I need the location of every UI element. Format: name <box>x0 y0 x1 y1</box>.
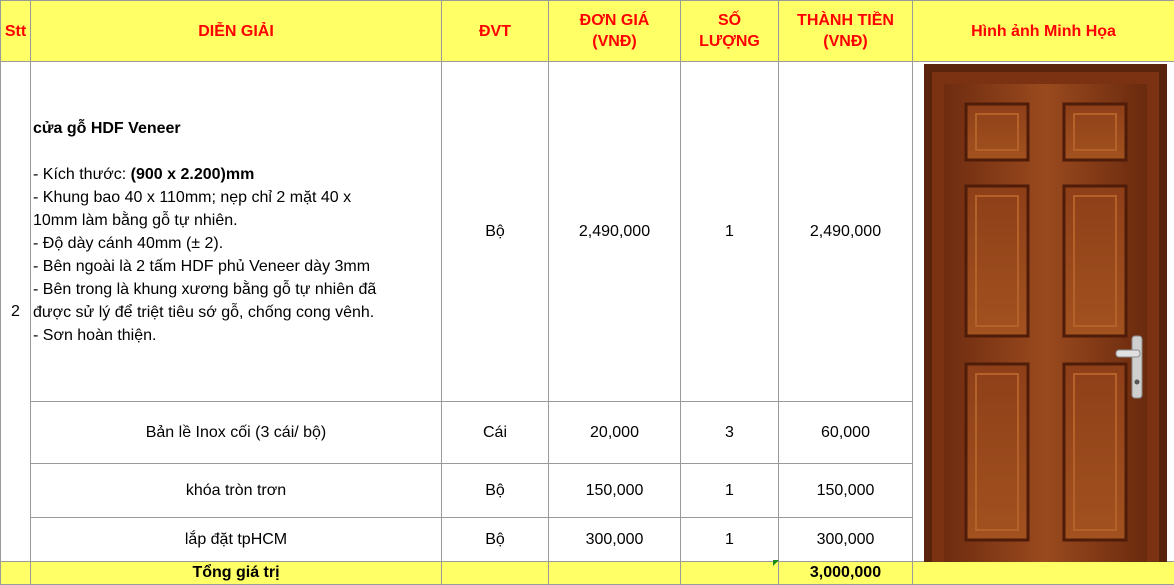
header-don-gia-line1: ĐƠN GIÁ <box>580 12 650 29</box>
cell-so-luong[interactable]: 1 <box>681 464 779 518</box>
header-thanh-tien[interactable] <box>779 1 913 62</box>
product-title: cửa gỗ HDF Veneer <box>33 117 441 140</box>
cell-so-luong[interactable]: 1 <box>681 62 779 402</box>
cell-description[interactable] <box>31 62 442 402</box>
header-so-luong[interactable] <box>681 1 779 62</box>
cell-dvt[interactable]: Bộ <box>442 464 549 518</box>
desc-line: - Bên ngoài là 2 tấm HDF phủ Veneer dày 3mm <box>33 255 441 278</box>
total-don-gia-empty[interactable] <box>549 562 681 585</box>
desc-line: được sử lý để triệt tiêu sớ gỗ, chống cong vênh. <box>33 301 441 324</box>
desc-size-line <box>33 163 441 186</box>
total-stt-empty[interactable] <box>1 562 31 585</box>
header-thanh-tien-line2: (VNĐ) <box>823 33 867 50</box>
total-image-empty[interactable] <box>913 562 1174 585</box>
desc-size-prefix: - Kích thước: <box>33 166 131 183</box>
desc-line: - Bên trong là khung xương bằng gỗ tự nhiên đã <box>33 278 441 301</box>
header-don-gia[interactable] <box>549 1 681 62</box>
desc-line: - Độ dày cánh 40mm (± 2). <box>33 232 441 255</box>
cell-don-gia[interactable]: 150,000 <box>549 464 681 518</box>
cell-don-gia[interactable]: 20,000 <box>549 402 681 464</box>
header-so-luong-line2: LƯỢNG <box>699 33 760 50</box>
header-thanh-tien-line1: THÀNH TIỀN <box>797 12 894 29</box>
header-so-luong-line1: SỐ <box>718 12 741 29</box>
cell-stt[interactable]: 2 <box>1 62 31 562</box>
header-don-gia-line2: (VNĐ) <box>592 33 636 50</box>
cell-thanh-tien[interactable]: 2,490,000 <box>779 62 913 402</box>
cell-thanh-tien[interactable]: 300,000 <box>779 518 913 562</box>
cell-so-luong[interactable]: 3 <box>681 402 779 464</box>
door-illustration <box>924 64 1167 562</box>
total-label[interactable]: Tổng giá trị <box>31 562 442 585</box>
total-value[interactable]: 3,000,000 <box>779 562 913 585</box>
cell-don-gia[interactable]: 300,000 <box>549 518 681 562</box>
cell-dvt[interactable]: Bộ <box>442 518 549 562</box>
header-stt[interactable]: Stt <box>1 1 31 62</box>
total-row <box>1 562 1174 585</box>
total-so-luong-empty[interactable] <box>681 562 779 585</box>
header-dien-giai[interactable]: DIỄN GIẢI <box>31 1 442 62</box>
cell-dvt[interactable]: Cái <box>442 402 549 464</box>
header-hinh-anh[interactable]: Hình ảnh Minh Họa <box>913 1 1174 62</box>
cell-don-gia[interactable]: 2,490,000 <box>549 62 681 402</box>
header-row <box>1 1 1174 62</box>
desc-line: - Khung bao 40 x 110mm; nẹp chỉ 2 mặt 40 x <box>33 186 441 209</box>
desc-line: 10mm làm bằng gỗ tự nhiên. <box>33 209 441 232</box>
cell-description[interactable]: lắp đặt tpHCM <box>31 518 442 562</box>
cell-description[interactable]: Bản lề Inox cối (3 cái/ bộ) <box>31 402 442 464</box>
desc-size-value: (900 x 2.200)mm <box>131 166 255 183</box>
door-image <box>924 64 1167 562</box>
cell-comment-marker <box>773 560 779 566</box>
total-dvt-empty[interactable] <box>442 562 549 585</box>
desc-line: - Sơn hoàn thiện. <box>33 324 441 347</box>
cell-thanh-tien[interactable]: 150,000 <box>779 464 913 518</box>
header-dvt[interactable]: ĐVT <box>442 1 549 62</box>
cell-description[interactable]: khóa tròn trơn <box>31 464 442 518</box>
cell-dvt[interactable]: Bộ <box>442 62 549 402</box>
cell-thanh-tien[interactable]: 60,000 <box>779 402 913 464</box>
cell-so-luong[interactable]: 1 <box>681 518 779 562</box>
